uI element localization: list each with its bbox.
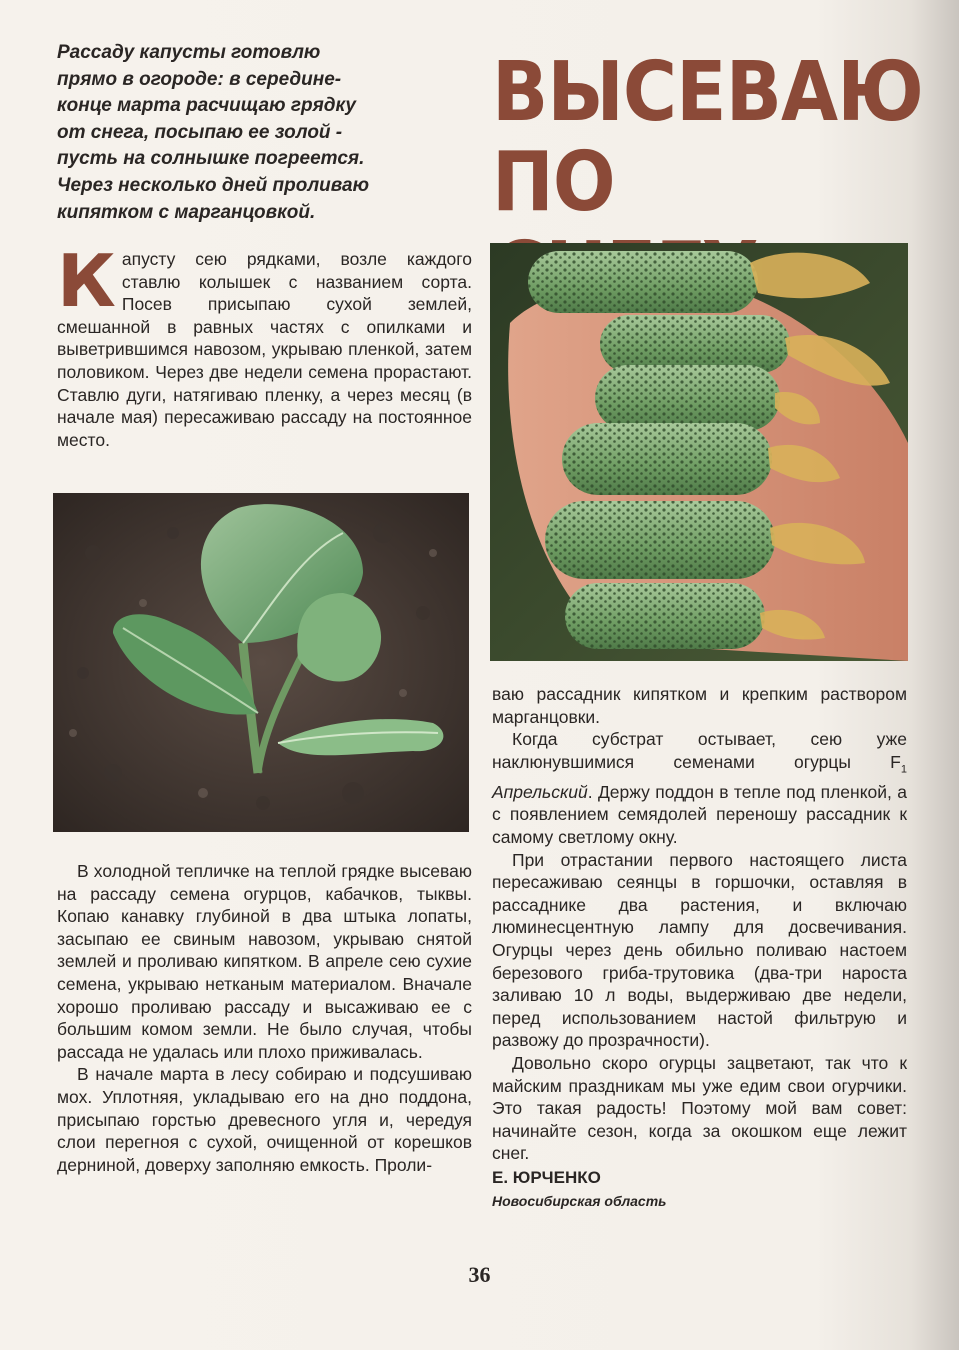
paragraph-text: . Держу поддон в тепле под пленкой, а с появлением семядолей переношу рассадник к самому светлому окну. bbox=[492, 781, 907, 848]
intro-text: апусту сею рядками, возле каждого ставлю колышек с названием сорта. Посев присыпаю сухой землей, смешанной в равных частях с опилками и выветрившимся навозом, укрываю пленкой, затем половиком. Через две недели семена прорастают. Ставлю дуги, натягиваю пленку, а через месяц (в начале мая) пересаживаю рассаду на постоянное место. bbox=[57, 249, 472, 450]
intro-paragraph bbox=[57, 239, 472, 451]
paragraph: В начале марта в лесу собираю и подсушиваю мох. Уплотняя, укладываю его на дно поддона, присыпаю горстью древесного угля и, чередуя слои перегноя с сухой, очищенной от корешков дерниной, доверху заполняю емкость. Проли- bbox=[57, 1064, 472, 1175]
right-column-text bbox=[492, 683, 907, 1212]
paragraph bbox=[492, 728, 907, 848]
paragraph-text: Когда субстрат остывает, сею уже наклюнувшимися семенами огурцы F bbox=[492, 729, 907, 772]
page-number: 36 bbox=[468, 1262, 491, 1287]
cabbage-seedling-photo bbox=[53, 493, 469, 832]
paragraph: При отрастании первого настоящего листа пересаживаю сеянцы в горшочки, оставляя в рассаднике два растения, и включаю люминесцентную лампу для досвечивания. Огурцы через день обильно поливаю настоем березового гриба-трутовика (два-три нароста заливаю 10 л воды, выдерживаю две недели, перед использованием настой фильтрую и развожу до прозрачности). bbox=[492, 849, 907, 1051]
author-name: Е. ЮРЧЕНКО bbox=[492, 1167, 601, 1187]
cucumbers-in-hand-photo bbox=[490, 243, 908, 661]
left-column-text bbox=[57, 860, 472, 1176]
paragraph: Довольно скоро огурцы зацветают, так что к майским праздникам мы уже едим свои огурчики. Это такая радость! Поэтому мой вам совет: начинайте сезон, когда за окошком еще лежит снег. bbox=[492, 1053, 907, 1164]
article-lead: Рассаду капусты готовлю прямо в огороде: в середине- конце марта расчищаю грядку от снега, посыпаю ее золой - пусть на солнышке погреется. Через несколько дней проливаю кипятком с марганцовкой. bbox=[57, 42, 369, 223]
author-region: Новосибирская область bbox=[492, 1192, 667, 1209]
paragraph: ваю рассадник кипятком и крепким раствором марганцовки. bbox=[492, 684, 907, 727]
drop-cap: К bbox=[57, 239, 116, 323]
article-headline: ВЫСЕВАЮ ПО bbox=[492, 45, 923, 230]
paragraph: В холодной тепличке на теплой грядке высеваю на рассаду семена огурцов, кабачков, тыквы. Копаю канавку глубиной в два штыка лопаты, засыпаю ее свиным навозом, укрываю снятой землей и проливаю кипятком. В апреле сею сухие семена, укрываю нетканым материалом. Вначале хорошо проливаю рассаду и высаживаю ее с большим комом земли. Не было случая, чтобы рассада не удалась или плохо приживалась. bbox=[57, 861, 472, 1062]
hybrid-subscript: 1 bbox=[900, 763, 907, 776]
variety-name: Апрельский bbox=[492, 781, 588, 802]
